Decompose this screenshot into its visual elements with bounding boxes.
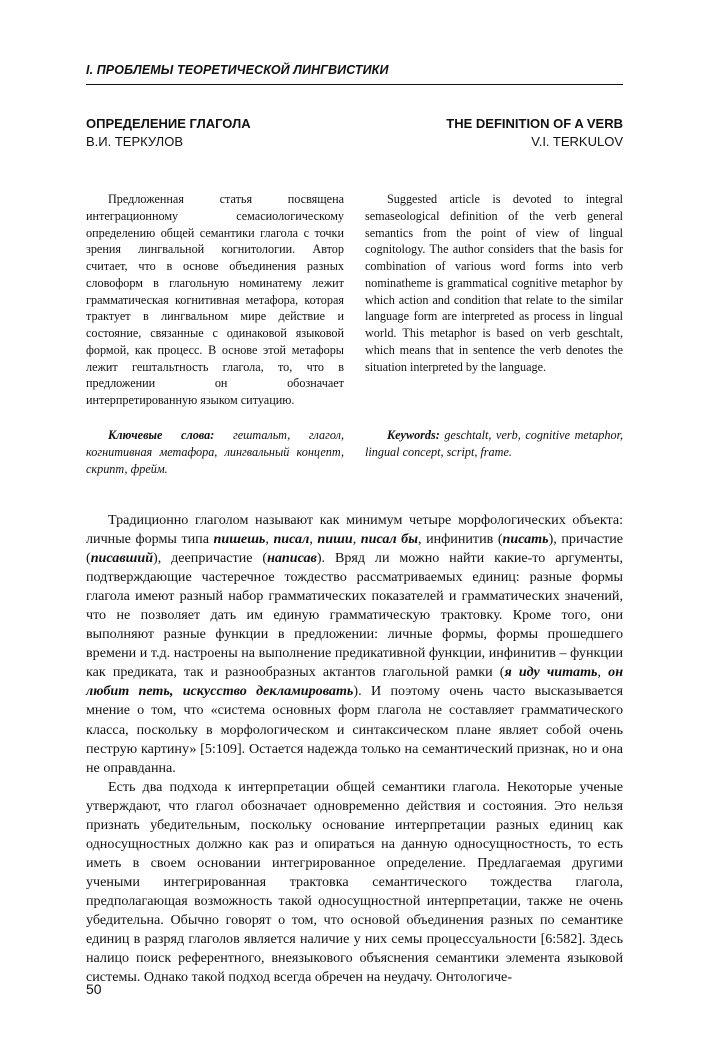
example-word: писал [273,531,310,548]
keywords-en [365,427,623,461]
keywords-en-label: Keywords: [387,428,440,442]
author-ru: В.И. ТЕРКУЛОВ [86,134,183,149]
text-span: ). И поэтому очень часто высказывается мнение о том, что «система основных форм глагола не составляет грамматического класса, поскольку в морфологическом и синтаксическом плане являет собой очень пеструю картину» [5:109]. Остается надежда только на семантический признак, но и она не оправданна. [86,683,624,776]
example-word: писавший [90,550,154,567]
text-span: ). Вряд ли можно найти какие-то аргументы, подтверждающие частеречное тождество рассматриваемых единиц: разные формы глагола имеют разный набор грамматических показателей и грамматических значений, что не позволяет дать им единую грамматическую трактовку. Кроме того, они выполняют разные функции в предложении: личные формы, формы прошедшего времени и т.д. настроены на выполнение предикативной функции, инфинитив – функции как предиката, так и разнообразных актантов глагольной рамки ( [86,550,624,681]
page-number: 50 [86,981,102,997]
header-rule [86,84,623,85]
text-span: , [352,531,361,548]
title-en: THE DEFINITION OF A VERB [446,116,623,131]
keywords-ru-label: Ключевые слова: [108,428,215,442]
text-span: Традиционно глаголом называют как минимум четыре морфологических объекта: личные формы типа [86,512,623,548]
running-head: I. ПРОБЛЕМЫ ТЕОРЕТИЧЕСКОЙ ЛИНГВИСТИКИ [86,63,389,77]
keywords-en-text: geschtalt, verb, cognitive metaphor, lingual concept, script, frame. [365,428,624,459]
text-span: , [309,531,318,548]
example-word: пишешь [213,531,266,548]
abstract-en [365,191,623,375]
example-phrase: он любит петь, искусство декламировать [86,664,624,700]
example-word: пиши [317,531,353,548]
text-span: , [597,664,609,681]
paragraph-1 [86,511,623,778]
text-span: ), причастие ( [86,531,624,567]
title-ru: ОПРЕДЕЛЕНИЕ ГЛАГОЛА [86,116,251,131]
abstract-en-text: Suggested article is devoted to integral semaseological definition of the verb general semantics from the point of view of lingual cognitology. The author considers that the basis for combination of various word forms into verb nominatheme is grammatical cognitive metaphor by which action and condition that relate to the similar language form are interpreted as process in lingual world. This metaphor is based on verb geschtalt, which means that in sentence the verb denotes the situation interpreted by the language. [365,192,623,374]
example-phrase: я иду читать [504,664,598,681]
example-word: писал бы [360,531,418,548]
body-text [86,511,623,987]
abstract-ru-text: Предложенная статья посвящена интеграционному семасиологическому определению общей семантики глагола с точки зрения лингвальной когнитологии. Автор считает, что в основе объединения разных словоформ в глагольную номинатему лежит грамматическая когнитивная метафора, которая трактует в лингвальном мире действие и состояние, связанные с одинаковой языковой формой, как процесс. В основе этой метафоры лежит гештальтность глагола, то, что в предложении он обозначает интерпретированную языком ситуацию. [86,192,344,407]
author-en: V.I. TERKULOV [531,134,623,149]
paragraph-2: Есть два подхода к интерпретации общей семантики глагола. Некоторые ученые утверждают, что глагол обозначает одновременно действия и состояния. Это нельзя признать убедительным, поскольку основание интерпретации разных единиц как односущностных должно как раз и опираться на данную односущностность, то есть иметь в своем основании интегрированное определение. Предлагаемая другими учеными интегрированная трактовка семантического тождества глагола, предполагающая возможность такой односущностной интерпретации, также не очень убедительна. Обычно говорят о том, что основой объединения разных по семантике единиц в разряд глаголов является наличие у них семы процессуальности [6:582]. Здесь налицо поиск референтного, внеязыкового объяснения семантики элемента языковой системы. Однако такой подход всегда обречен на неудачу. Онтологиче- [86,778,623,986]
text-span: ), деепричастие ( [153,550,268,567]
keywords-ru [86,427,344,477]
text-span: , [265,531,274,548]
text-span: , инфинитив ( [418,531,503,548]
keywords-ru-text: гештальт, глагол, когнитивная метафора, лингвальный концепт, скрипт, фрейм. [86,428,344,476]
abstract-ru [86,191,344,409]
example-word: писать [502,531,549,548]
example-word: написав [267,550,317,567]
